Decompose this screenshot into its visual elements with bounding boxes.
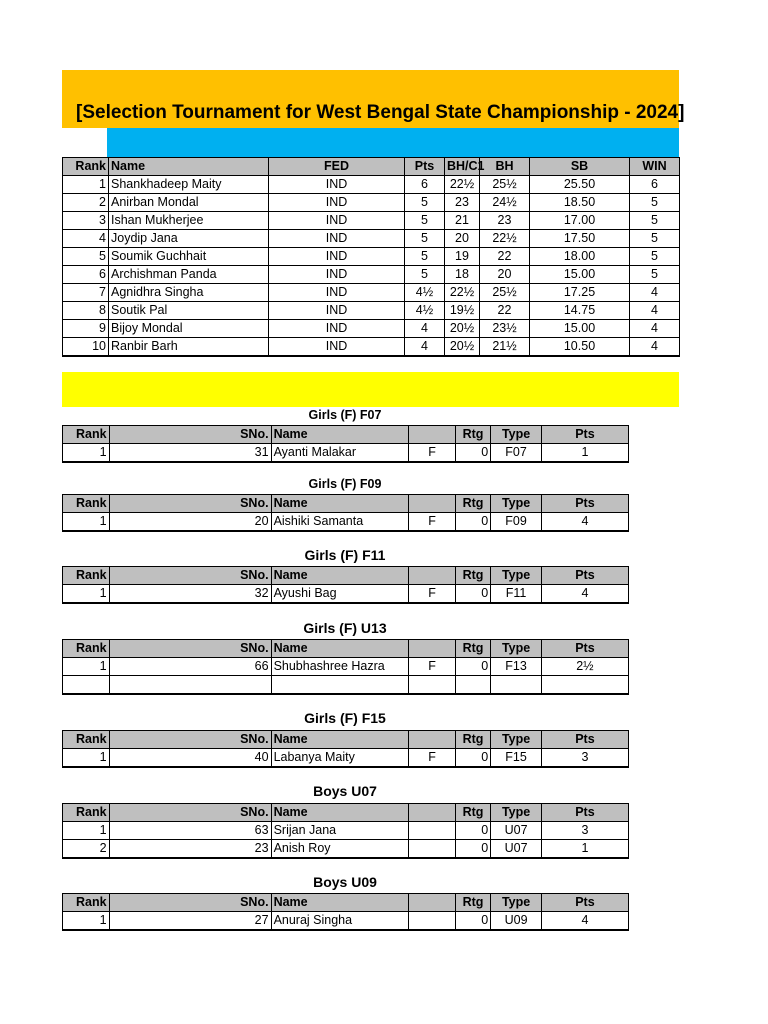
table-cell: 7 xyxy=(63,284,109,302)
table-row xyxy=(63,585,629,604)
table-cell: 5 xyxy=(630,230,680,248)
column-header: Rtg xyxy=(455,426,490,444)
category-table xyxy=(62,730,629,768)
table-cell: 14.75 xyxy=(530,302,630,320)
column-header: SNo. xyxy=(109,495,271,513)
column-header: Name xyxy=(271,640,409,658)
table-cell: F xyxy=(409,585,456,604)
column-header: SNo. xyxy=(109,640,271,658)
table-cell: 4 xyxy=(541,513,628,532)
table-cell: 20½ xyxy=(445,320,480,338)
table-cell: 22½ xyxy=(445,176,480,194)
table-cell: 17.00 xyxy=(530,212,630,230)
table-cell: 1 xyxy=(63,912,110,931)
table-cell: F xyxy=(409,513,456,532)
category-table xyxy=(62,803,629,859)
section-title: Boys U09 xyxy=(313,874,377,890)
column-header: Type xyxy=(491,567,542,585)
table-cell: 63 xyxy=(109,822,271,840)
table-cell: IND xyxy=(269,248,405,266)
table-cell: 4 xyxy=(63,230,109,248)
table-row xyxy=(63,212,680,230)
column-header: Pts xyxy=(541,567,628,585)
table-row xyxy=(63,320,680,338)
table-cell: Shankhadeep Maity xyxy=(109,176,269,194)
table-cell: Ishan Mukherjee xyxy=(109,212,269,230)
header-row xyxy=(63,894,629,912)
table-cell xyxy=(455,676,490,695)
table-cell: 20½ xyxy=(445,338,480,357)
table-cell: 1 xyxy=(63,176,109,194)
table-row xyxy=(63,840,629,859)
table-row xyxy=(63,266,680,284)
table-cell xyxy=(409,912,456,931)
table-cell: 4 xyxy=(630,302,680,320)
table-cell: 1 xyxy=(541,444,628,463)
column-header: Rtg xyxy=(455,894,490,912)
table-cell xyxy=(109,676,271,695)
table-row xyxy=(63,749,629,768)
table-row xyxy=(63,658,629,676)
table-cell: 0 xyxy=(455,658,490,676)
table-cell: 0 xyxy=(455,840,490,859)
table-cell: Anish Roy xyxy=(271,840,409,859)
table-cell: 2½ xyxy=(541,658,628,676)
table-cell: 31 xyxy=(109,444,271,463)
table-cell: Archishman Panda xyxy=(109,266,269,284)
table-cell: 22½ xyxy=(480,230,530,248)
header-row xyxy=(63,731,629,749)
table-cell: 0 xyxy=(455,749,490,768)
table-row xyxy=(63,513,629,532)
table-cell: 1 xyxy=(63,513,110,532)
table-cell: Joydip Jana xyxy=(109,230,269,248)
section-title: Girls (F) F09 xyxy=(308,477,382,491)
table-cell: 22 xyxy=(480,248,530,266)
section-title: Girls (F) F15 xyxy=(304,710,386,726)
table-cell: 27 xyxy=(109,912,271,931)
section-title: Girls (F) F11 xyxy=(304,547,386,563)
column-header: Pts xyxy=(541,894,628,912)
table-cell: 66 xyxy=(109,658,271,676)
header-row xyxy=(63,640,629,658)
table-cell: 4 xyxy=(541,912,628,931)
table-cell: 5 xyxy=(630,212,680,230)
section-title: Boys U07 xyxy=(313,783,377,799)
table-cell: U09 xyxy=(491,912,542,931)
table-cell: 4 xyxy=(405,338,445,357)
table-cell: 17.50 xyxy=(530,230,630,248)
table-cell: 5 xyxy=(63,248,109,266)
table-cell: 15.00 xyxy=(530,320,630,338)
table-cell: 0 xyxy=(455,585,490,604)
table-cell: 15.00 xyxy=(530,266,630,284)
table-cell: 23 xyxy=(445,194,480,212)
column-header: Name xyxy=(271,567,409,585)
column-header: WIN xyxy=(630,158,680,176)
header-row xyxy=(63,567,629,585)
table-cell: 23 xyxy=(109,840,271,859)
table-cell: IND xyxy=(269,302,405,320)
column-header: Rank xyxy=(63,158,109,176)
table-cell: 6 xyxy=(63,266,109,284)
table-cell xyxy=(409,840,456,859)
table-cell: 18.50 xyxy=(530,194,630,212)
column-header: Rtg xyxy=(455,495,490,513)
column-header: SB xyxy=(530,158,630,176)
table-row xyxy=(63,176,680,194)
table-cell: IND xyxy=(269,176,405,194)
table-cell xyxy=(271,676,409,695)
yellow-separator-bar xyxy=(62,372,679,407)
table-cell: IND xyxy=(269,320,405,338)
table-cell: Srijan Jana xyxy=(271,822,409,840)
table-cell: 19 xyxy=(445,248,480,266)
table-cell: 1 xyxy=(63,749,110,768)
table-cell: 32 xyxy=(109,585,271,604)
table-row xyxy=(63,248,680,266)
table-row xyxy=(63,194,680,212)
table-cell: 4 xyxy=(630,320,680,338)
table-cell: 0 xyxy=(455,444,490,463)
column-header xyxy=(409,567,456,585)
table-cell: 4 xyxy=(405,320,445,338)
category-table xyxy=(62,566,629,604)
table-cell: 5 xyxy=(405,230,445,248)
column-header: Rtg xyxy=(455,731,490,749)
table-cell: 17.25 xyxy=(530,284,630,302)
table-cell: 5 xyxy=(405,194,445,212)
table-cell: Bijoy Mondal xyxy=(109,320,269,338)
table-cell xyxy=(409,676,456,695)
header-row xyxy=(63,804,629,822)
table-cell: 8 xyxy=(63,302,109,320)
column-header: Pts xyxy=(541,804,628,822)
table-cell: IND xyxy=(269,284,405,302)
table-cell: 23 xyxy=(480,212,530,230)
category-table xyxy=(62,425,629,463)
table-cell: 2 xyxy=(63,840,110,859)
category-table xyxy=(62,494,629,532)
table-cell xyxy=(491,676,542,695)
table-cell: 1 xyxy=(63,822,110,840)
table-cell: Anirban Mondal xyxy=(109,194,269,212)
table-cell: 9 xyxy=(63,320,109,338)
table-row xyxy=(63,230,680,248)
table-cell: 20 xyxy=(109,513,271,532)
table-cell: 21½ xyxy=(480,338,530,357)
column-header: Rank xyxy=(63,567,110,585)
table-cell: 5 xyxy=(630,248,680,266)
column-header: Rank xyxy=(63,426,110,444)
column-header: Pts xyxy=(541,731,628,749)
table-row xyxy=(63,302,680,320)
table-cell: 25½ xyxy=(480,284,530,302)
table-cell: Soutik Pal xyxy=(109,302,269,320)
table-cell: 18.00 xyxy=(530,248,630,266)
column-header xyxy=(409,804,456,822)
standings-table xyxy=(62,157,680,357)
column-header: Type xyxy=(491,894,542,912)
column-header: Name xyxy=(271,426,409,444)
column-header: Type xyxy=(491,495,542,513)
table-cell: Ranbir Barh xyxy=(109,338,269,357)
table-cell: IND xyxy=(269,194,405,212)
column-header: Pts xyxy=(541,495,628,513)
table-cell: 22½ xyxy=(445,284,480,302)
table-cell: 4 xyxy=(630,338,680,357)
column-header: Type xyxy=(491,804,542,822)
table-cell: F xyxy=(409,658,456,676)
table-row xyxy=(63,444,629,463)
table-cell: 6 xyxy=(630,176,680,194)
table-row xyxy=(63,822,629,840)
table-cell: IND xyxy=(269,230,405,248)
column-header: Type xyxy=(491,640,542,658)
column-header: Pts xyxy=(541,426,628,444)
table-cell: U07 xyxy=(491,822,542,840)
column-header: SNo. xyxy=(109,426,271,444)
table-cell: Anuraj Singha xyxy=(271,912,409,931)
table-cell: 3 xyxy=(63,212,109,230)
table-row xyxy=(63,676,629,695)
table-cell: 4 xyxy=(541,585,628,604)
column-header: FED xyxy=(269,158,405,176)
table-cell: F07 xyxy=(491,444,542,463)
column-header: Name xyxy=(271,731,409,749)
column-header: SNo. xyxy=(109,731,271,749)
column-header: SNo. xyxy=(109,567,271,585)
column-header: BH xyxy=(480,158,530,176)
table-row xyxy=(63,284,680,302)
table-cell: 10 xyxy=(63,338,109,357)
table-cell: 4 xyxy=(630,284,680,302)
header-row xyxy=(63,495,629,513)
table-cell: 2 xyxy=(63,194,109,212)
table-cell: Agnidhra Singha xyxy=(109,284,269,302)
table-cell: 0 xyxy=(455,513,490,532)
table-cell: 10.50 xyxy=(530,338,630,357)
table-cell: 18 xyxy=(445,266,480,284)
column-header: Rtg xyxy=(455,640,490,658)
section-title: Girls (F) U13 xyxy=(303,620,387,636)
column-header: Pts xyxy=(405,158,445,176)
column-header xyxy=(409,426,456,444)
table-cell: 1 xyxy=(63,444,110,463)
table-cell xyxy=(63,676,110,695)
header-row xyxy=(63,426,629,444)
column-header: Name xyxy=(271,804,409,822)
table-cell: Ayanti Malakar xyxy=(271,444,409,463)
column-header: BH/C1 xyxy=(445,158,480,176)
table-cell: 25½ xyxy=(480,176,530,194)
column-header xyxy=(409,731,456,749)
table-row xyxy=(63,912,629,931)
column-header: Rank xyxy=(63,495,110,513)
table-cell: 24½ xyxy=(480,194,530,212)
table-cell: 22 xyxy=(480,302,530,320)
column-header: Rank xyxy=(63,640,110,658)
blue-header-bar xyxy=(107,128,679,158)
column-header: SNo. xyxy=(109,894,271,912)
table-cell: 25.50 xyxy=(530,176,630,194)
page-title: [Selection Tournament for West Bengal State Championship - 2024] xyxy=(76,102,685,123)
column-header: Rank xyxy=(63,894,110,912)
column-header: SNo. xyxy=(109,804,271,822)
table-cell xyxy=(541,676,628,695)
table-cell: 5 xyxy=(405,248,445,266)
table-cell: F11 xyxy=(491,585,542,604)
table-cell: 0 xyxy=(455,912,490,931)
table-cell: 5 xyxy=(405,266,445,284)
category-table xyxy=(62,893,629,931)
column-header: Name xyxy=(271,495,409,513)
table-cell: 6 xyxy=(405,176,445,194)
table-cell: Ayushi Bag xyxy=(271,585,409,604)
table-cell: 4½ xyxy=(405,284,445,302)
category-table xyxy=(62,639,629,695)
section-title: Girls (F) F07 xyxy=(308,408,382,422)
table-cell: 3 xyxy=(541,749,628,768)
table-cell: 1 xyxy=(541,840,628,859)
table-cell: Soumik Guchhait xyxy=(109,248,269,266)
table-cell: IND xyxy=(269,212,405,230)
table-cell: 5 xyxy=(405,212,445,230)
table-cell: 21 xyxy=(445,212,480,230)
column-header: Rank xyxy=(63,731,110,749)
table-cell: Shubhashree Hazra xyxy=(271,658,409,676)
column-header: Pts xyxy=(541,640,628,658)
table-cell: F xyxy=(409,749,456,768)
table-cell: 19½ xyxy=(445,302,480,320)
column-header xyxy=(409,495,456,513)
table-cell: 1 xyxy=(63,658,110,676)
column-header xyxy=(409,640,456,658)
table-cell: F13 xyxy=(491,658,542,676)
table-cell: Aishiki Samanta xyxy=(271,513,409,532)
table-cell: 4½ xyxy=(405,302,445,320)
table-cell: IND xyxy=(269,338,405,357)
column-header: Type xyxy=(491,731,542,749)
column-header: Rtg xyxy=(455,804,490,822)
table-cell: 5 xyxy=(630,194,680,212)
table-cell: 5 xyxy=(630,266,680,284)
table-cell: 20 xyxy=(480,266,530,284)
table-cell: 1 xyxy=(63,585,110,604)
table-cell: 23½ xyxy=(480,320,530,338)
table-cell: U07 xyxy=(491,840,542,859)
table-cell: 0 xyxy=(455,822,490,840)
table-cell: F15 xyxy=(491,749,542,768)
table-cell: F09 xyxy=(491,513,542,532)
table-cell: F xyxy=(409,444,456,463)
column-header: Rtg xyxy=(455,567,490,585)
table-cell: 20 xyxy=(445,230,480,248)
column-header: Name xyxy=(109,158,269,176)
table-cell: 40 xyxy=(109,749,271,768)
table-cell: Labanya Maity xyxy=(271,749,409,768)
table-cell xyxy=(409,822,456,840)
table-cell: IND xyxy=(269,266,405,284)
column-header: Name xyxy=(271,894,409,912)
column-header xyxy=(409,894,456,912)
table-row xyxy=(63,338,680,357)
column-header: Type xyxy=(491,426,542,444)
table-cell: 3 xyxy=(541,822,628,840)
column-header: Rank xyxy=(63,804,110,822)
